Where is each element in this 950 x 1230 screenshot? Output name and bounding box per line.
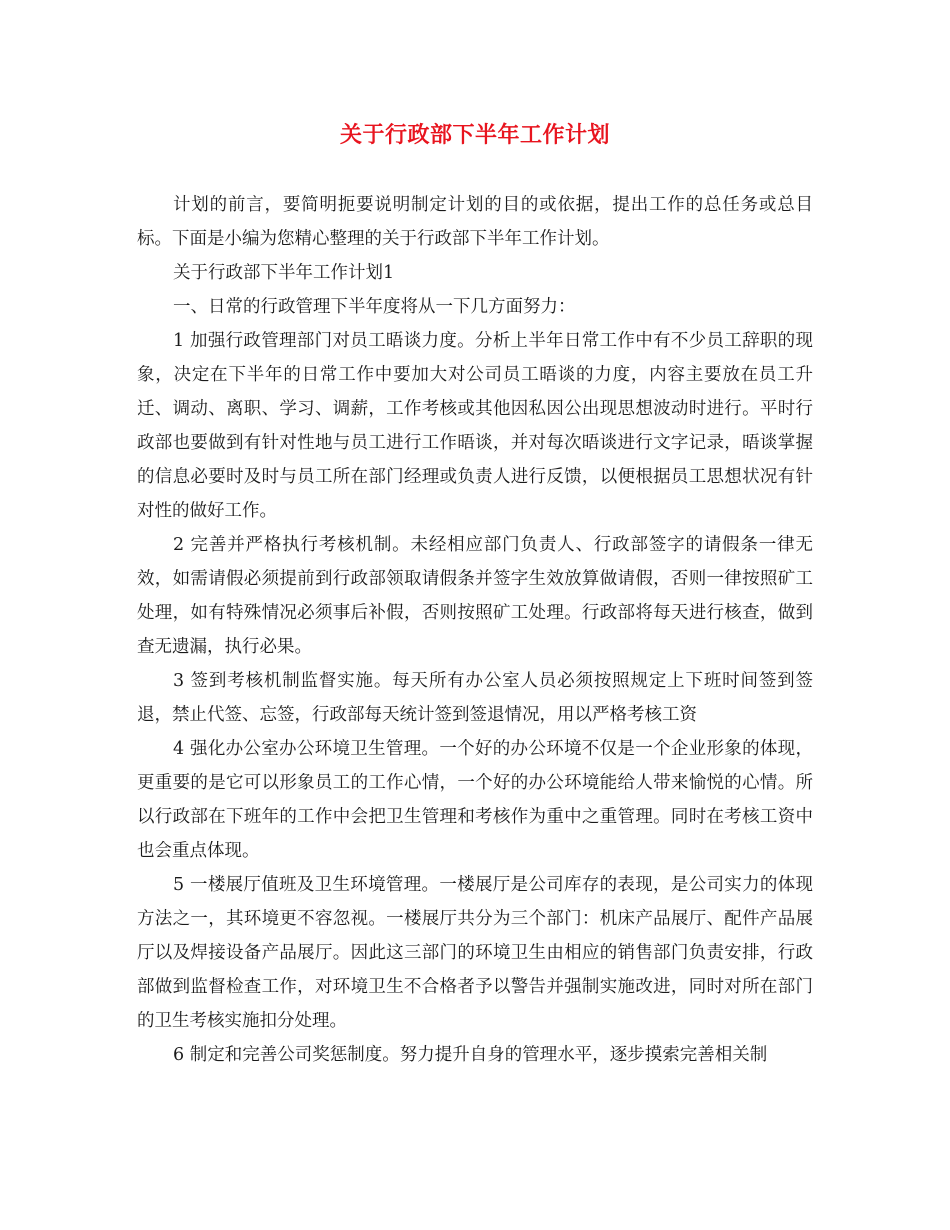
- paragraph-item-3: 3 签到考核机制监督实施。每天所有办公室人员必须按照规定上下班时间签到签退，禁止代签、忘签，行政部每天统计签到签退情况，用以严格考核工资: [137, 671, 813, 725]
- paragraph-subtitle: 关于行政部下半年工作计划1: [173, 263, 395, 283]
- paragraph-item-1: 1 加强行政管理部门对员工晤谈力度。分析上半年日常工作中有不少员工辞职的现象，决定在下半年的日常工作中要加大对公司员工晤谈的力度，内容主要放在员工升迁、调动、离职、学习、调薪，工作考核或其他因私因公出现思想波动时进行。平时行政部也要做到有针对性地与员工进行工作晤谈，并对每次晤谈进行文字记录，晤谈掌握的信息必要时及时与员工所在部门经理或负责人进行反馈，以便根据员工思想状况有针对性的做好工作。: [137, 331, 813, 521]
- paragraph-item-5: 5 一楼展厅值班及卫生环境管理。一楼展厅是公司库存的表现，是公司实力的体现方法之一，其环境更不容忽视。一楼展厅共分为三个部门：机床产品展厅、配件产品展厅以及焊接设备产品展厅。因此这三部门的环境卫生由相应的销售部门负责安排，行政部做到监督检查工作，对环境卫生不合格者予以警告并强制实施改进，同时对所在部门的卫生考核实施扣分处理。: [137, 875, 813, 1031]
- paragraph-item-6: 6 制定和完善公司奖惩制度。努力提升自身的管理水平，逐步摸索完善相关制: [173, 1045, 768, 1065]
- paragraph-preface: 计划的前言，要简明扼要说明制定计划的目的或依据，提出工作的总任务或总目标。下面是小编为您精心整理的关于行政部下半年工作计划。: [137, 195, 813, 249]
- page-title: 关于行政部下半年工作计划: [339, 123, 610, 148]
- document-body: [137, 188, 813, 1072]
- paragraph-item-2: 2 完善并严格执行考核机制。未经相应部门负责人、行政部签字的请假条一律无效，如需请假必须提前到行政部领取请假条并签字生效放算做请假，否则一律按照矿工处理，如有特殊情况必须事后补假，否则按照矿工处理。行政部将每天进行核查，做到查无遗漏，执行必果。: [137, 535, 813, 657]
- paragraph-item-4: 4 强化办公室办公环境卫生管理。一个好的办公环境不仅是一个企业形象的体现，更重要的是它可以形象员工的工作心情，一个好的办公环境能给人带来愉悦的心情。所以行政部在下班年的工作中会把卫生管理和考核作为重中之重管理。同时在考核工资中也会重点体现。: [137, 739, 813, 861]
- paragraph-section-heading: 一、日常的行政管理下半年度将从一下几方面努力：: [173, 297, 576, 317]
